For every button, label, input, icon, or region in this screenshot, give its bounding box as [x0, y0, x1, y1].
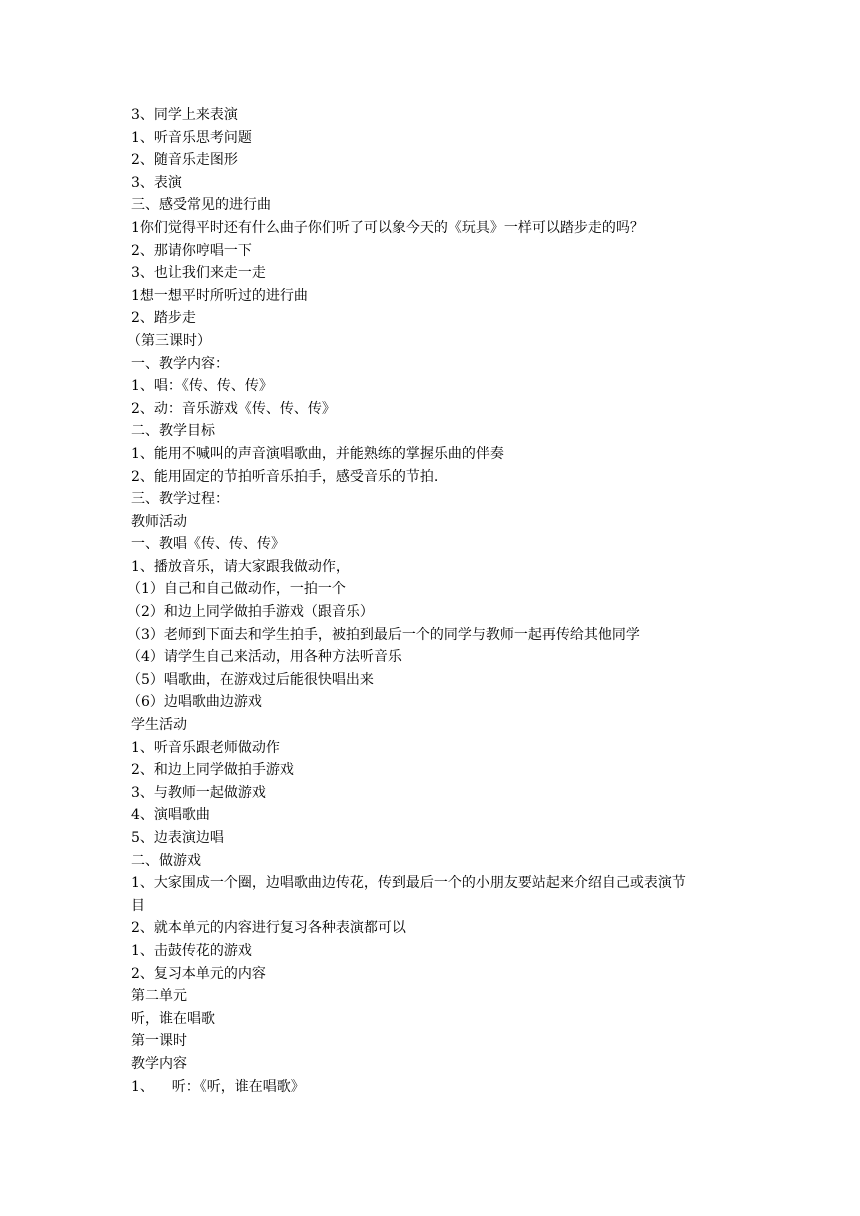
text-line: 2、和边上同学做拍手游戏 [131, 762, 294, 779]
text-line: 目 [131, 897, 145, 914]
unit-heading: 第二单元 [131, 988, 187, 1005]
text-line: 1、听音乐思考问题 [131, 129, 252, 146]
subheading: 教师活动 [131, 513, 187, 530]
text-line: 3、与教师一起做游戏 [131, 784, 266, 801]
lesson-heading: 第一课时 [131, 1033, 187, 1050]
text-line: 5、边表演边唱 [131, 830, 224, 846]
text-line: 2、能用固定的节拍听音乐拍手，感受音乐的节拍. [131, 468, 439, 485]
text-line: 1、 听：《听，谁在唱歌》 [131, 1078, 305, 1095]
text-line: 3、也让我们来走一走 [131, 265, 266, 282]
section-heading: 三、感受常见的进行曲 [131, 197, 271, 214]
text-line: 1、播放音乐，请大家跟我做动作， [131, 558, 350, 575]
text-line: 1、击鼓传花的游戏 [131, 942, 252, 959]
text-line: （6）边唱歌曲边游戏 [127, 694, 262, 711]
text-line: 4、演唱歌曲 [131, 807, 210, 824]
section-heading: 二、教学目标 [131, 423, 215, 440]
section-heading: 二、做游戏 [131, 852, 201, 869]
text-line: 1、能用不喊叫的声音演唱歌曲，并能熟练的掌握乐曲的伴奏 [131, 445, 504, 462]
text-line: 2、随音乐走图形 [131, 152, 238, 169]
text-line: 2、复习本单元的内容 [131, 965, 266, 982]
text-line: 1、大家围成一个圈，边唱歌曲边传花，传到最后一个的小朋友要站起来介绍自己或表演节 [131, 875, 686, 892]
section-heading: 三、教学过程： [131, 491, 229, 508]
unit-title: 听，谁在唱歌 [131, 1010, 215, 1027]
text-line: 3、同学上来表演 [131, 107, 238, 123]
section-heading: 一、教学内容： [131, 355, 229, 372]
subheading: 学生活动 [131, 717, 187, 734]
text-line: 2、动：音乐游戏《传、传、传》 [131, 400, 336, 417]
text-line: （4）请学生自己来活动，用各种方法听音乐 [127, 649, 402, 666]
document-body [127, 104, 741, 1098]
text-line: 3、表演 [131, 174, 182, 191]
text-line: 1、听音乐跟老师做动作 [131, 739, 280, 756]
text-line: 1、唱：《传、传、传》 [131, 378, 273, 395]
text-line: （3）老师到下面去和学生拍手，被拍到最后一个的同学与教师一起再传给其他同学 [127, 626, 640, 643]
lesson-heading: （第三课时） [127, 332, 211, 349]
section-heading: 一、教唱《传、传、传》 [131, 536, 285, 553]
text-line: 1想一想平时所听过的进行曲 [131, 287, 308, 304]
text-line: 1你们觉得平时还有什么曲子你们听了可以象今天的《玩具》一样可以踏步走的吗？ [131, 219, 644, 236]
text-line: 2、就本单元的内容进行复习各种表演都可以 [131, 920, 406, 937]
text-line: （1）自己和自己做动作，一拍一个 [127, 581, 346, 598]
text-line: （5）唱歌曲，在游戏过后能很快唱出来 [127, 671, 374, 688]
text-line: 2、那请你哼唱一下 [131, 242, 252, 259]
text-line: （2）和边上同学做拍手游戏（跟音乐） [127, 604, 374, 621]
subheading: 教学内容 [131, 1055, 187, 1072]
text-line: 2、踏步走 [131, 310, 196, 327]
